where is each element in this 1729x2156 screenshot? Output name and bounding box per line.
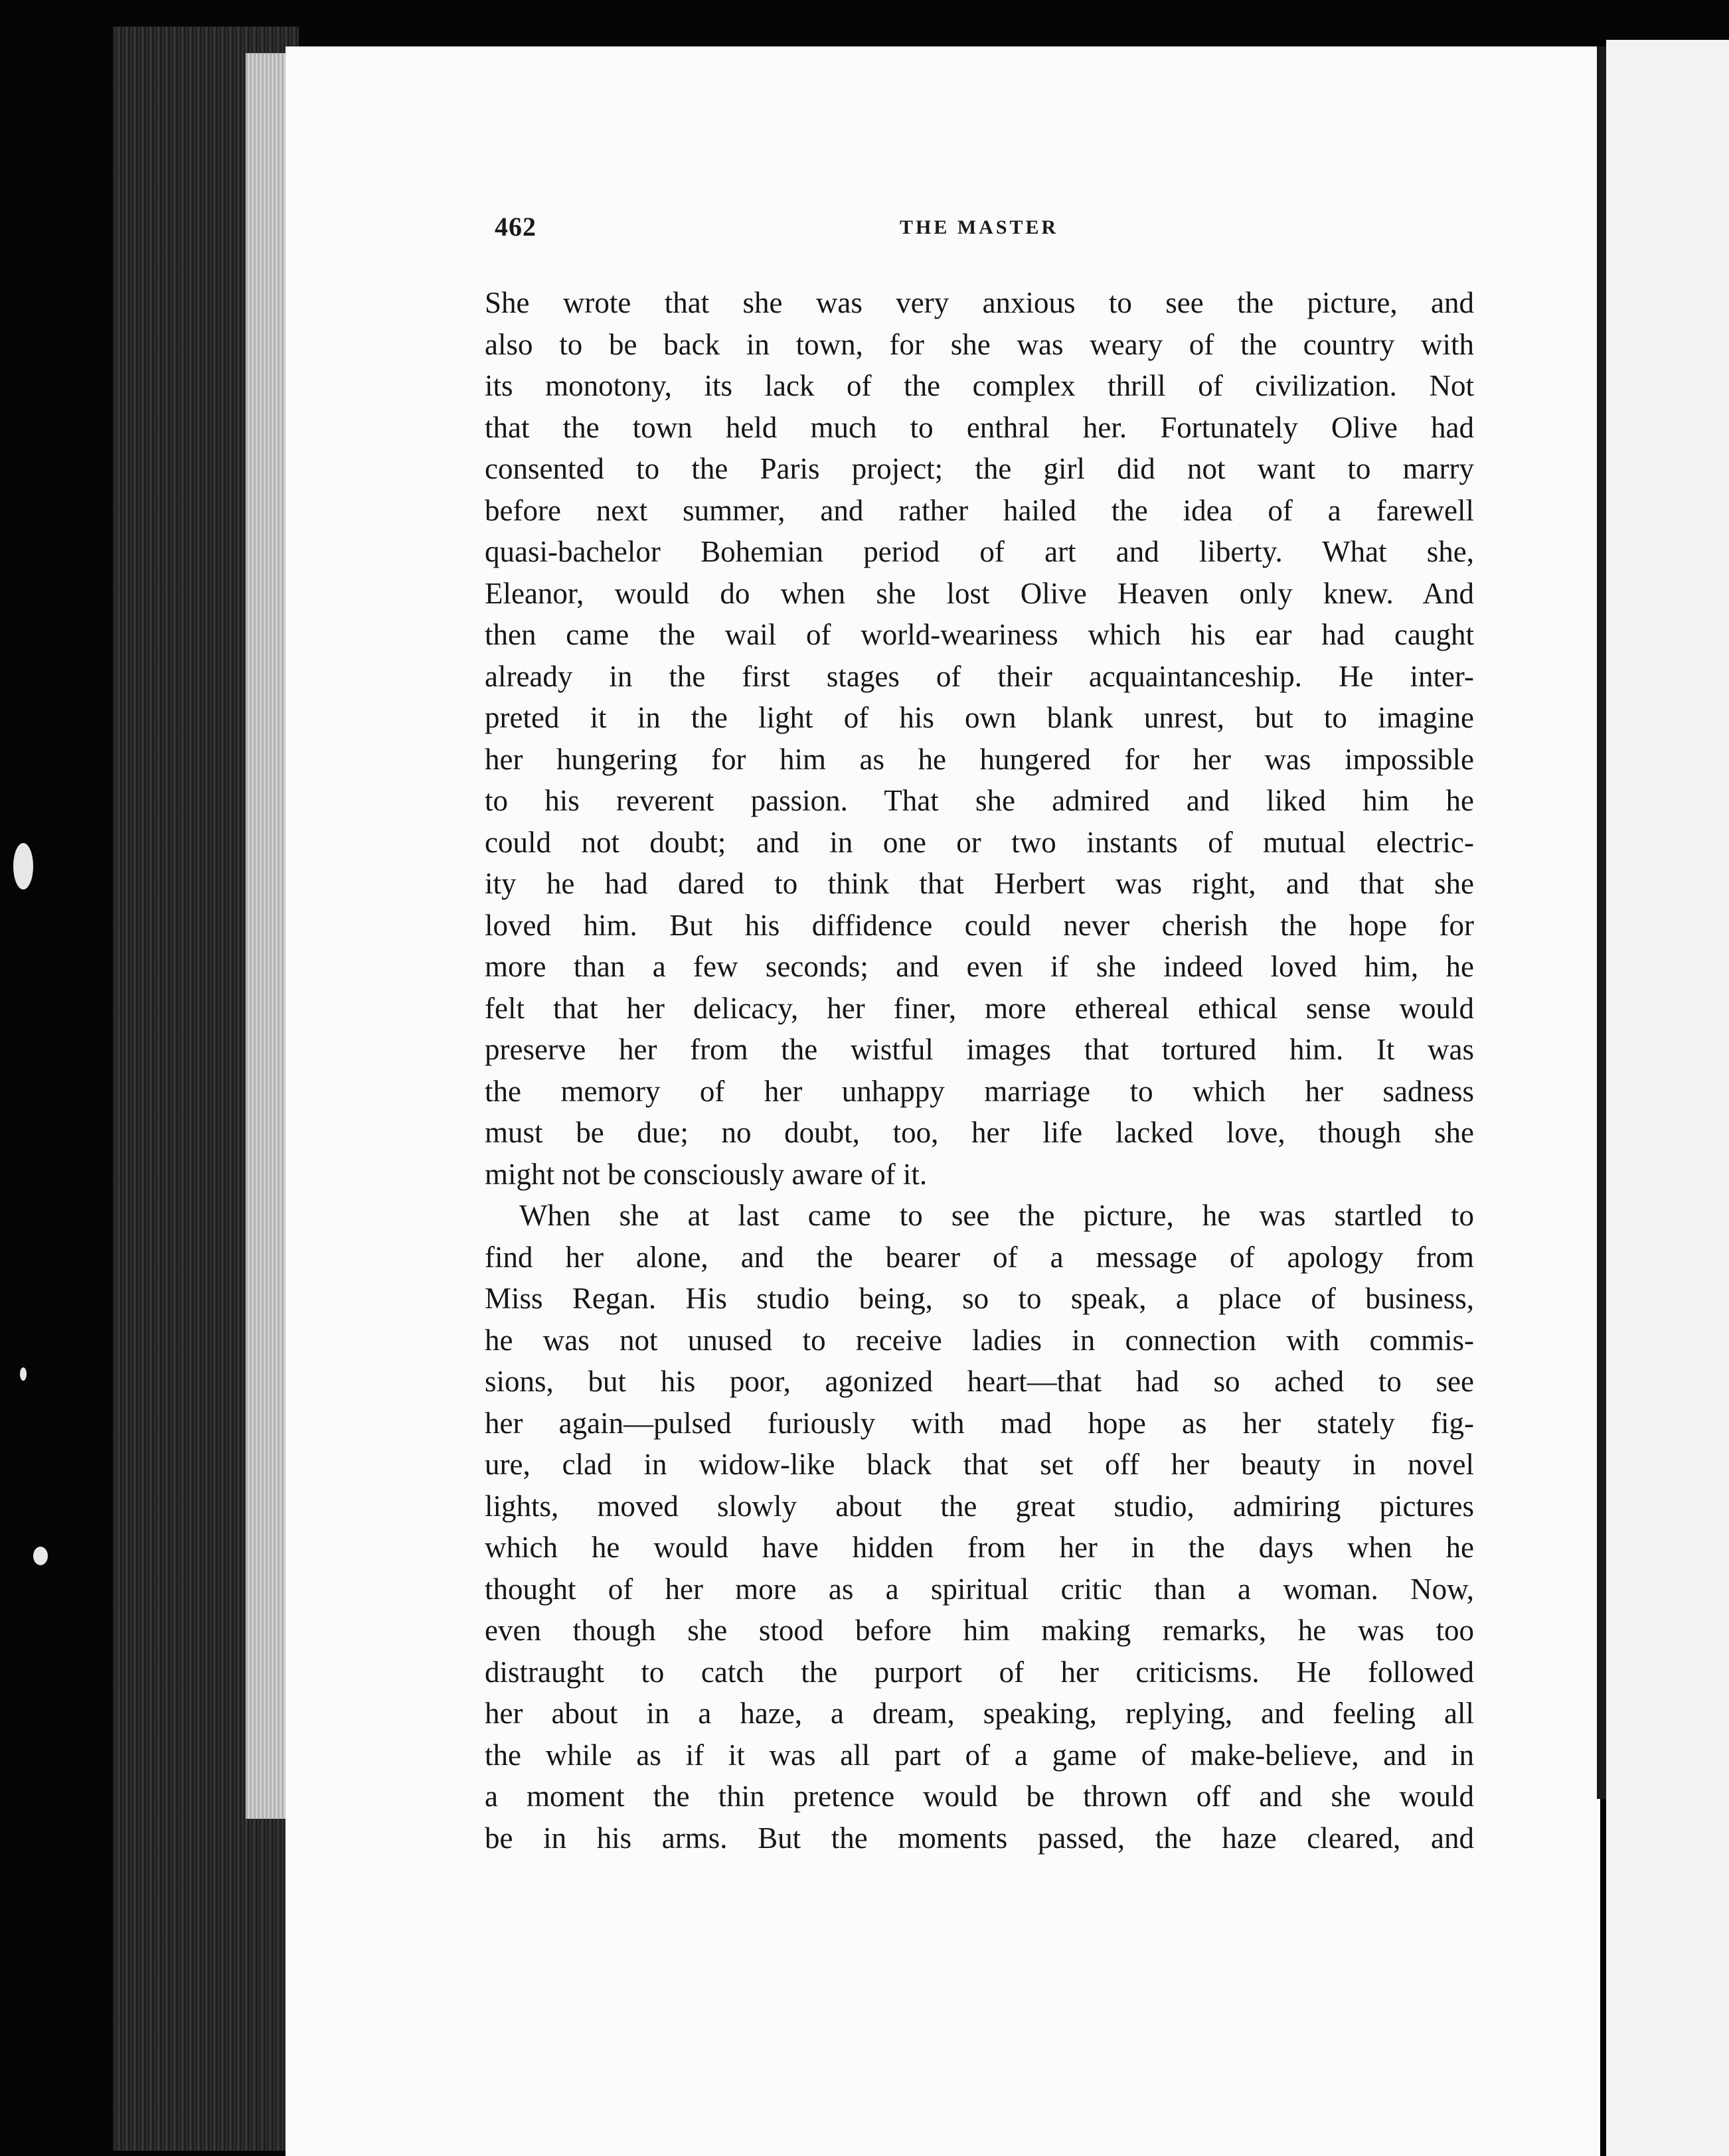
opposite-page xyxy=(1606,40,1729,2156)
text-line: then came the wail of world-weariness which his ear had caught xyxy=(485,618,1474,651)
text-line: sions, but his poor, agonized heart—that had so ached to see xyxy=(485,1365,1474,1398)
text-line: even though she stood before him making remarks, he was too xyxy=(485,1614,1474,1647)
text-line: Eleanor, would do when she lost Olive Heaven only knew. And xyxy=(485,576,1474,610)
text-line: before next summer, and rather hailed the idea of a farewell xyxy=(485,493,1474,527)
text-line: her about in a haze, a dream, speaking, replying, and feeling all xyxy=(485,1697,1474,1730)
text-line: also to be back in town, for she was weary of the country with xyxy=(485,327,1474,361)
text-line: must be due; no doubt, too, her life lacked love, though she xyxy=(485,1116,1474,1149)
text-line: lights, moved slowly about the great studio, admiring pictures xyxy=(485,1489,1474,1523)
text-line: its monotony, its lack of the complex thrill of civilization. Not xyxy=(485,369,1474,402)
text-line: already in the first stages of their acquaintanceship. He inter- xyxy=(485,659,1474,693)
text-line: preserve her from the wistful images that tortured him. It was xyxy=(485,1033,1474,1066)
text-line: her hungering for him as he hungered for her was impossible xyxy=(485,742,1474,776)
page-number: 462 xyxy=(495,212,536,242)
text-line: loved him. But his diffidence could never cherish the hope for xyxy=(485,908,1474,942)
text-line: more than a few seconds; and even if she indeed loved him, he xyxy=(485,950,1474,983)
gutter-shadow xyxy=(1597,46,1606,1799)
text-line: ure, clad in widow-like black that set off her beauty in novel xyxy=(485,1448,1474,1481)
text-line: She wrote that she was very anxious to see the picture, and xyxy=(485,286,1474,319)
text-line: her again—pulsed furiously with mad hope as her stately fig- xyxy=(485,1406,1474,1440)
text-line: distraught to catch the purport of her criticisms. He followed xyxy=(485,1655,1474,1689)
text-line: quasi-bachelor Bohemian period of art and liberty. What she, xyxy=(485,535,1474,568)
body-text xyxy=(485,282,1474,1859)
running-title: THE MASTER xyxy=(900,216,1059,238)
dust-speck xyxy=(20,1367,27,1381)
text-line: a moment the thin pretence would be thrown off and she would xyxy=(485,1780,1474,1813)
text-line: felt that her delicacy, her finer, more ethereal ethical sense would xyxy=(485,991,1474,1025)
dust-speck xyxy=(33,1547,48,1565)
text-line: which he would have hidden from her in the days when he xyxy=(485,1531,1474,1564)
text-line: he was not unused to receive ladies in connection with commis- xyxy=(485,1323,1474,1357)
text-line: ity he had dared to think that Herbert was right, and that she xyxy=(485,867,1474,900)
text-line: thought of her more as a spiritual critic than a woman. Now, xyxy=(485,1572,1474,1606)
text-line: could not doubt; and in one or two instants of mutual electric- xyxy=(485,825,1474,859)
text-line: Miss Regan. His studio being, so to speak, a place of business, xyxy=(485,1282,1474,1315)
dust-speck xyxy=(13,843,33,889)
text-line: preted it in the light of his own blank unrest, but to imagine xyxy=(485,701,1474,734)
text-line: that the town held much to enthral her. Fortunately Olive had xyxy=(485,410,1474,444)
text-line: When she at last came to see the picture, he was startled to xyxy=(519,1199,1474,1232)
running-head xyxy=(495,211,1477,251)
text-line: to his reverent passion. That she admired and liked him he xyxy=(485,784,1474,817)
text-line: the memory of her unhappy marriage to which her sadness xyxy=(485,1074,1474,1108)
text-line: be in his arms. But the moments passed, the haze cleared, and xyxy=(485,1821,1474,1855)
text-line: the while as if it was all part of a game of make-believe, and in xyxy=(485,1738,1474,1772)
text-line: consented to the Paris project; the girl did not want to marry xyxy=(485,452,1474,485)
text-line: might not be consciously aware of it. xyxy=(485,1157,928,1191)
text-line: find her alone, and the bearer of a message of apology from xyxy=(485,1240,1474,1274)
